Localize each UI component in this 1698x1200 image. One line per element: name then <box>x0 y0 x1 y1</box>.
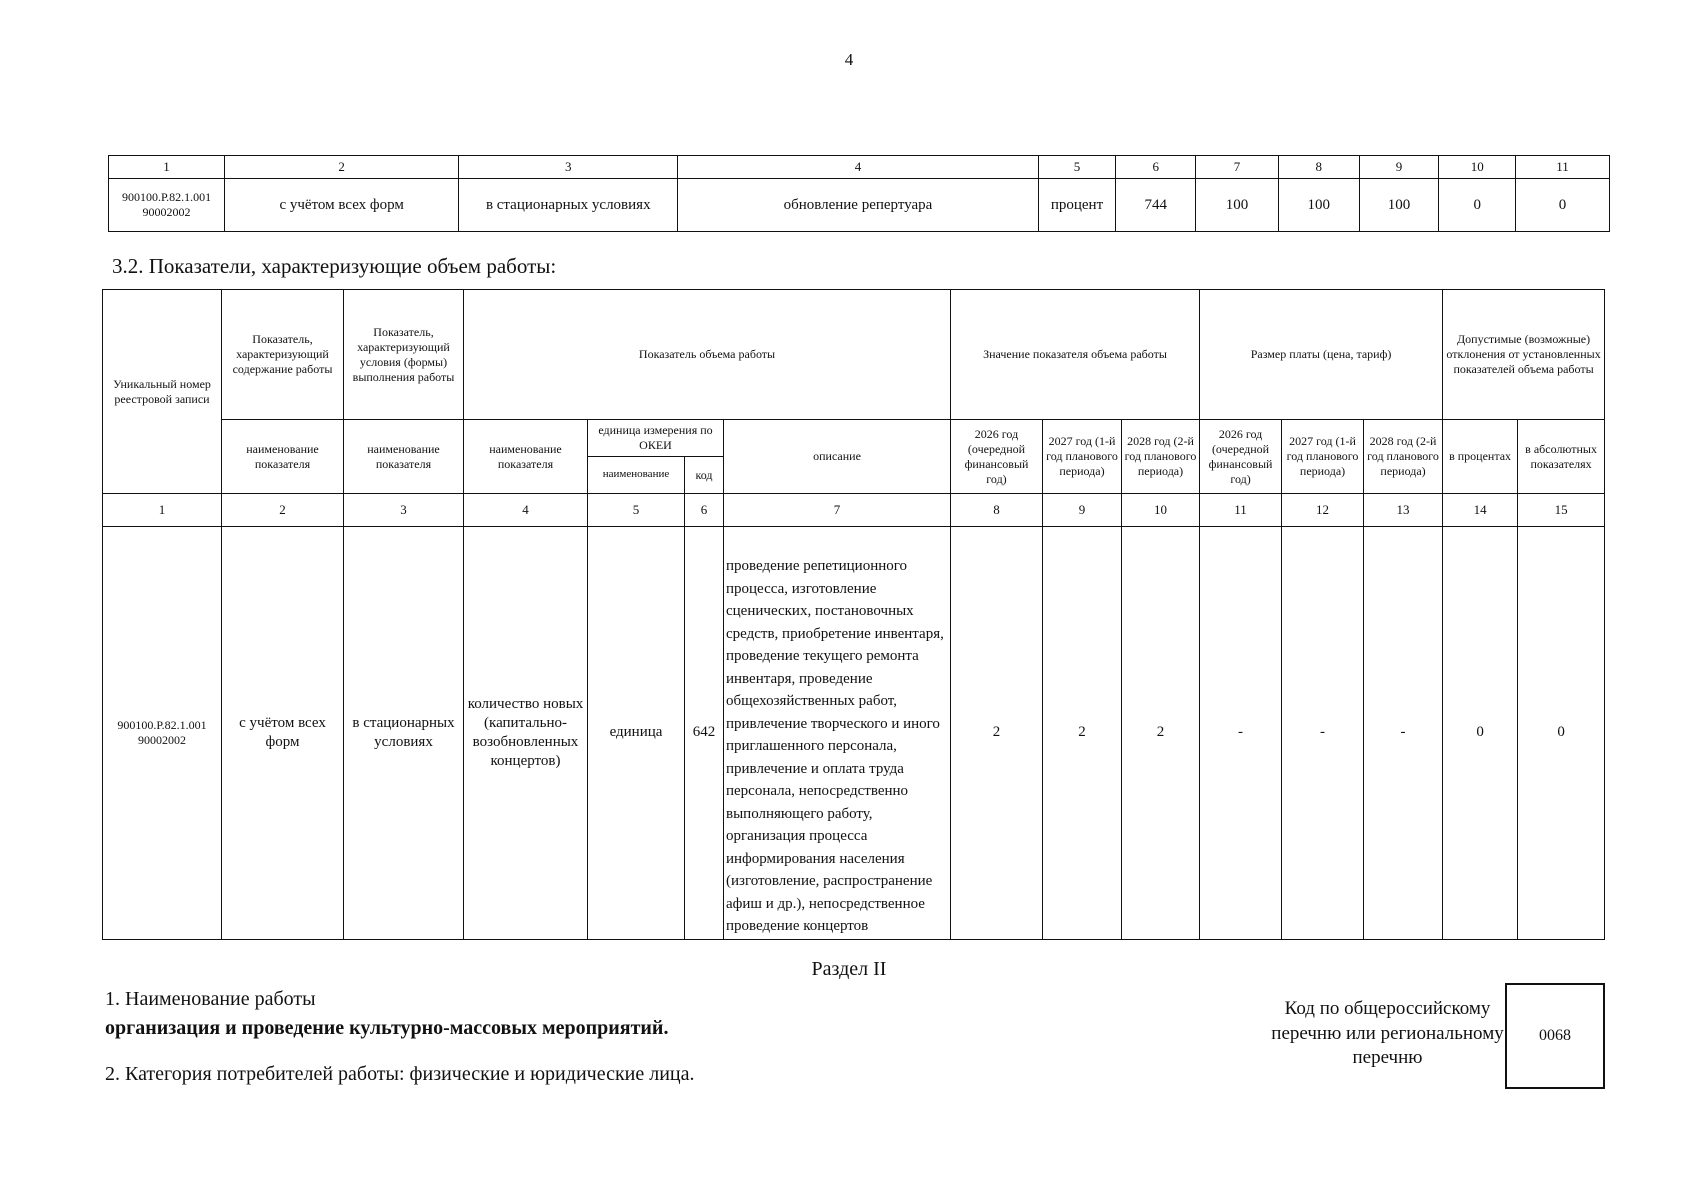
column-number: 4 <box>464 494 588 527</box>
header-content-indicator: Показатель, характеризующий содержание работы <box>222 290 344 420</box>
unit-code-cell: 642 <box>685 527 724 940</box>
header-okei-code: код <box>685 457 724 494</box>
section-title: 3.2. Показатели, характеризующие объем работы: <box>112 254 557 278</box>
header-fee: Размер платы (цена, тариф) <box>1200 290 1443 420</box>
value-2027-cell: 2 <box>1043 527 1122 940</box>
column-number: 8 <box>951 494 1043 527</box>
table-cell: обновление репертуара <box>678 179 1038 232</box>
deviation-percent-cell: 0 <box>1443 527 1518 940</box>
table-cell: 0 <box>1516 179 1610 232</box>
table-cell: 744 <box>1116 179 1196 232</box>
column-number: 2 <box>225 156 459 179</box>
column-number: 9 <box>1043 494 1122 527</box>
header-year-2027-fee: 2027 год (1-й год планового периода) <box>1282 420 1364 494</box>
header-in-percent: в процентах <box>1443 420 1518 494</box>
table-row <box>109 179 1610 232</box>
header-volume-indicator: Показатель объема работы <box>464 290 951 420</box>
column-number: 13 <box>1364 494 1443 527</box>
header-year-2026-fee: 2026 год (очередной финансовый год) <box>1200 420 1282 494</box>
header-description: описание <box>724 420 951 494</box>
column-number: 2 <box>222 494 344 527</box>
column-number: 3 <box>344 494 464 527</box>
fee-2028-cell: - <box>1364 527 1443 940</box>
column-number: 7 <box>1196 156 1279 179</box>
work-name: организация и проведение культурно-массовых мероприятий. <box>105 1017 669 1039</box>
column-number: 10 <box>1439 156 1516 179</box>
column-number: 11 <box>1200 494 1282 527</box>
page-number: 4 <box>844 50 854 69</box>
unique-number-cell: 900100.Р.82.1.001 90002002 <box>103 527 222 940</box>
table-cell: 100 <box>1278 179 1359 232</box>
content-cell: с учётом всех форм <box>222 527 344 940</box>
column-number: 8 <box>1278 156 1359 179</box>
header-unique-number: Уникальный номер реестровой записи <box>103 290 222 494</box>
header-in-absolute: в абсолютных показателях <box>1518 420 1605 494</box>
column-number: 3 <box>459 156 678 179</box>
column-number: 5 <box>588 494 685 527</box>
column-number: 4 <box>678 156 1038 179</box>
unit-name-cell: единица <box>588 527 685 940</box>
conditions-cell: в стационарных условиях <box>344 527 464 940</box>
header-okei-unit: единица измерения по ОКЕИ <box>588 420 724 457</box>
table-cell: 100 <box>1359 179 1439 232</box>
header-year-2027-volume: 2027 год (1-й год планового периода) <box>1043 420 1122 494</box>
code-label: Код по общероссийскому перечню или региональному перечню <box>1271 998 1504 1069</box>
column-number: 6 <box>1116 156 1196 179</box>
header-row <box>103 290 1605 420</box>
column-number: 9 <box>1359 156 1439 179</box>
column-number: 14 <box>1443 494 1518 527</box>
table-cell: 0 <box>1439 179 1516 232</box>
code-box: 0068 <box>1505 983 1605 1089</box>
header-year-2028-volume: 2028 год (2-й год планового периода) <box>1122 420 1200 494</box>
header-year-2028-fee: 2028 год (2-й год планового периода) <box>1364 420 1443 494</box>
top-indicator-table <box>108 155 1610 232</box>
column-number-row <box>109 156 1610 179</box>
table-row <box>103 527 1605 940</box>
header-okei-name: наименование <box>588 457 685 494</box>
header-volume-value: Значение показателя объема работы <box>951 290 1200 420</box>
column-number: 5 <box>1038 156 1116 179</box>
column-number-row <box>103 494 1605 527</box>
section-heading: Раздел II <box>811 958 887 980</box>
header-conditions-indicator: Показатель, характеризующий условия (формы) выполнения работы <box>344 290 464 420</box>
fee-2026-cell: - <box>1200 527 1282 940</box>
consumer-category: 2. Категория потребителей работы: физические и юридические лица. <box>105 1063 695 1085</box>
value-2028-cell: 2 <box>1122 527 1200 940</box>
volume-indicator-table <box>102 289 1605 940</box>
header-year-2026-volume: 2026 год (очередной финансовый год) <box>951 420 1043 494</box>
column-number: 12 <box>1282 494 1364 527</box>
table-cell: процент <box>1038 179 1116 232</box>
value-2026-cell: 2 <box>951 527 1043 940</box>
indicator-cell: количество новых (капитально-возобновленных концертов) <box>464 527 588 940</box>
column-number: 7 <box>724 494 951 527</box>
description-cell: проведение репетиционного процесса, изготовление сценических, постановочных средств, приобретение инвентаря, проведение текущего ремонта инвентаря, проведение общехозяйственных работ, привлечение творческого и иного приглашенного персонала, привлечение и оплата труда персонала, непосредственно выполняющего работу, организация процесса информирования населения (изготовление, распространение афиш и др.), непосредственное проведение концертов <box>724 527 951 940</box>
subheader-row <box>103 420 1605 457</box>
header-deviations: Допустимые (возможные) отклонения от установленных показателей объема работы <box>1443 290 1605 420</box>
unique-number-cell: 900100.Р.82.1.001 90002002 <box>109 179 225 232</box>
header-indicator-name: наименование показателя <box>464 420 588 494</box>
header-indicator-name: наименование показателя <box>222 420 344 494</box>
column-number: 10 <box>1122 494 1200 527</box>
column-number: 1 <box>109 156 225 179</box>
fee-2027-cell: - <box>1282 527 1364 940</box>
table-cell: с учётом всех форм <box>225 179 459 232</box>
column-number: 11 <box>1516 156 1610 179</box>
work-name-label: 1. Наименование работы <box>105 988 316 1010</box>
column-number: 6 <box>685 494 724 527</box>
table-cell: в стационарных условиях <box>459 179 678 232</box>
table-cell: 100 <box>1196 179 1279 232</box>
column-number: 15 <box>1518 494 1605 527</box>
deviation-absolute-cell: 0 <box>1518 527 1605 940</box>
column-number: 1 <box>103 494 222 527</box>
header-indicator-name: наименование показателя <box>344 420 464 494</box>
